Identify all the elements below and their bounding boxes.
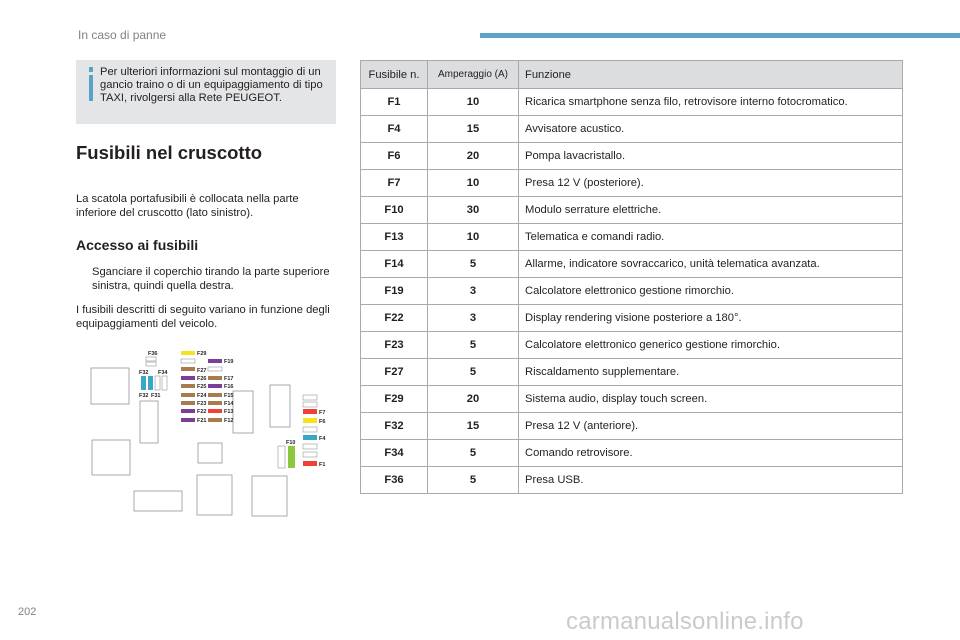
cell-fuse-number: F32 xyxy=(361,413,428,440)
cell-fuse-number: F22 xyxy=(361,305,428,332)
cell-amperage: 10 xyxy=(428,89,519,116)
cell-amperage: 20 xyxy=(428,143,519,170)
cell-function: Allarme, indicatore sovraccarico, unità telematica avanzata. xyxy=(519,251,903,278)
fuse-label-f14: F14 xyxy=(224,401,234,407)
cell-function: Calcolatore elettronico generico gestione rimorchio. xyxy=(519,332,903,359)
cell-amperage: 5 xyxy=(428,332,519,359)
fuse-label-f12: F12 xyxy=(224,418,234,424)
cell-function: Display rendering visione posteriore a 180°. xyxy=(519,305,903,332)
table-row xyxy=(361,170,903,197)
cell-fuse-number: F6 xyxy=(361,143,428,170)
cell-function: Presa USB. xyxy=(519,467,903,494)
fuse-label-f27: F27 xyxy=(197,368,207,374)
bullet-instruction: Sganciare il coperchio tirando la parte superiore sinistra, quindi quella destra. xyxy=(92,266,330,292)
fuse-label-f16: F16 xyxy=(224,384,234,390)
fuse-label-f34: F34 xyxy=(158,370,168,376)
cell-amperage: 3 xyxy=(428,278,519,305)
fuse-label-f1: F1 xyxy=(319,462,326,468)
cell-fuse-number: F7 xyxy=(361,170,428,197)
table-row xyxy=(361,197,903,224)
note-paragraph: I fusibili descritti di seguito variano in funzione degli equipaggiamenti del veicolo. xyxy=(76,304,330,330)
fuse-table xyxy=(360,60,903,494)
table-row xyxy=(361,89,903,116)
cell-amperage: 20 xyxy=(428,386,519,413)
fuse-label-f17: F17 xyxy=(224,376,234,382)
cell-fuse-number: F14 xyxy=(361,251,428,278)
table-row xyxy=(361,278,903,305)
cell-fuse-number: F23 xyxy=(361,332,428,359)
cell-fuse-number: F19 xyxy=(361,278,428,305)
cell-function: Telematica e comandi radio. xyxy=(519,224,903,251)
info-icon xyxy=(85,67,97,101)
cell-fuse-number: F4 xyxy=(361,116,428,143)
table-row xyxy=(361,305,903,332)
fuse-label-f31: F31 xyxy=(151,393,161,399)
fuse-label-f22: F22 xyxy=(197,409,207,415)
table-row xyxy=(361,359,903,386)
cell-fuse-number: F29 xyxy=(361,386,428,413)
fuse-label-f32b: F32 xyxy=(139,393,149,399)
cell-amperage: 5 xyxy=(428,467,519,494)
cell-amperage: 5 xyxy=(428,251,519,278)
cell-function: Pompa lavacristallo. xyxy=(519,143,903,170)
fuse-label-f36: F36 xyxy=(148,351,158,357)
diagram-housing-outlines xyxy=(91,368,290,516)
fuse-box-diagram xyxy=(88,345,338,525)
fuse-label-f15: F15 xyxy=(224,393,234,399)
fuse-label-f13: F13 xyxy=(224,409,234,415)
table-row xyxy=(361,386,903,413)
cell-amperage: 15 xyxy=(428,116,519,143)
cell-fuse-number: F13 xyxy=(361,224,428,251)
cell-function: Riscaldamento supplementare. xyxy=(519,359,903,386)
cell-fuse-number: F27 xyxy=(361,359,428,386)
column-header-function: Funzione xyxy=(519,61,903,89)
fuse-label-f23: F23 xyxy=(197,401,207,407)
intro-paragraph: La scatola portafusibili è collocata nella parte inferiore del cruscotto (lato sinistro). xyxy=(76,193,299,219)
fuse-label-f19: F19 xyxy=(224,359,234,365)
section-heading-access: Accesso ai fusibili xyxy=(76,237,199,253)
section-title: In caso di panne xyxy=(78,28,167,42)
fuse-row-group xyxy=(139,351,326,468)
cell-fuse-number: F36 xyxy=(361,467,428,494)
table-row xyxy=(361,440,903,467)
table-row xyxy=(361,467,903,494)
fuse-label-f4: F4 xyxy=(319,436,326,442)
fuse-label-f21: F21 xyxy=(197,418,207,424)
cell-amperage: 30 xyxy=(428,197,519,224)
fuse-label-f10: F10 xyxy=(286,440,296,446)
cell-function: Calcolatore elettronico gestione rimorchio. xyxy=(519,278,903,305)
column-header-amperage: Amperaggio (A) xyxy=(428,61,519,89)
fuse-label-f25: F25 xyxy=(197,384,207,390)
fuse-label-f29: F29 xyxy=(197,351,207,357)
fuse-label-f26: F26 xyxy=(197,376,207,382)
watermark: carmanualsonline.info xyxy=(566,608,804,635)
fuse-label-f32: F32 xyxy=(139,370,149,376)
column-header-fuse-number: Fusibile n. xyxy=(361,61,428,89)
cell-function: Modulo serrature elettriche. xyxy=(519,197,903,224)
cell-function: Avvisatore acustico. xyxy=(519,116,903,143)
cell-fuse-number: F34 xyxy=(361,440,428,467)
cell-amperage: 3 xyxy=(428,305,519,332)
cell-amperage: 10 xyxy=(428,224,519,251)
cell-function: Comando retrovisore. xyxy=(519,440,903,467)
info-text: Per ulteriori informazioni sul montaggio di un gancio traino o di un equipaggiamento di tipo TAXI, rivolgersi alla Rete PEUGEOT. xyxy=(100,66,323,104)
cell-function: Ricarica smartphone senza filo, retrovisore interno fotocromatico. xyxy=(519,89,903,116)
fuse-label-f7: F7 xyxy=(319,410,326,416)
cell-amperage: 5 xyxy=(428,440,519,467)
cell-fuse-number: F10 xyxy=(361,197,428,224)
page-number: 202 xyxy=(18,606,37,618)
header-accent-bar xyxy=(480,33,960,38)
page-title: Fusibili nel cruscotto xyxy=(76,142,263,163)
table-header-row xyxy=(361,61,903,89)
table-row xyxy=(361,116,903,143)
fuse-label-f6: F6 xyxy=(319,419,326,425)
cell-function: Presa 12 V (anteriore). xyxy=(519,413,903,440)
table-row xyxy=(361,332,903,359)
table-row xyxy=(361,143,903,170)
table-row xyxy=(361,413,903,440)
cell-amperage: 15 xyxy=(428,413,519,440)
cell-function: Sistema audio, display touch screen. xyxy=(519,386,903,413)
table-row xyxy=(361,224,903,251)
cell-function: Presa 12 V (posteriore). xyxy=(519,170,903,197)
table-row xyxy=(361,251,903,278)
cell-amperage: 10 xyxy=(428,170,519,197)
fuse-label-f24: F24 xyxy=(197,393,207,399)
cell-amperage: 5 xyxy=(428,359,519,386)
cell-fuse-number: F1 xyxy=(361,89,428,116)
